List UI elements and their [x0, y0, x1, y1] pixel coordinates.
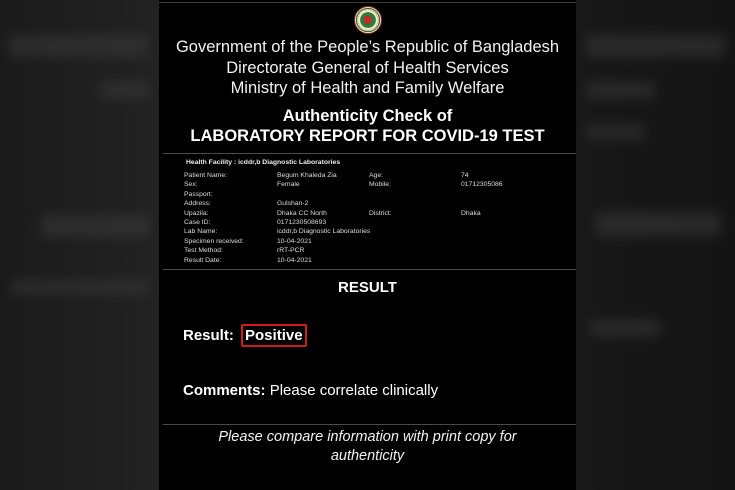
- mobile-label: Mobile:: [369, 181, 391, 189]
- blurred-background-text: [8, 35, 148, 57]
- result-heading: RESULT: [338, 279, 397, 296]
- blurred-background-text: [590, 320, 660, 336]
- blurred-background-text: [100, 82, 150, 98]
- ministry-name: Ministry of Health and Family Welfare: [230, 79, 505, 97]
- lab-name-value: icddr,b Diagnostic Laboratories: [277, 228, 371, 236]
- blurred-background-text: [585, 82, 655, 98]
- sex-value: Female: [277, 181, 300, 189]
- comments-value: Please correlate clinically: [269, 382, 439, 399]
- blurred-background-text: [40, 215, 150, 237]
- blurred-background-text: [10, 280, 150, 294]
- government-name: Government of the People’s Republic of Bangladesh: [175, 38, 560, 56]
- district-value: Dhaka: [461, 209, 481, 217]
- divider: [163, 153, 576, 154]
- government-seal-icon: [354, 6, 382, 34]
- address-value: Gulshan-2: [277, 200, 309, 208]
- district-label: District:: [369, 209, 392, 217]
- specimen-received-value: 10-04-2021: [277, 237, 312, 245]
- test-method-value: rRT-PCR: [277, 247, 305, 255]
- result-date-label: Result Date:: [184, 256, 222, 264]
- case-id-value: 0171230508693: [277, 218, 327, 226]
- result-value-highlight: Positive: [241, 324, 307, 347]
- age-label: Age:: [369, 172, 383, 179]
- mobile-value: 01712305086: [461, 181, 503, 189]
- passport-label: Passport:: [184, 190, 213, 198]
- case-id-label: Case ID:: [184, 218, 211, 226]
- top-divider: [159, 2, 576, 3]
- result-label: Result:: [183, 327, 234, 344]
- blurred-background-text: [585, 125, 645, 139]
- test-method-label: Test Method:: [184, 247, 223, 255]
- upazila-value: Dhaka CC North: [277, 209, 327, 217]
- issuing-authority: [159, 37, 576, 99]
- divider: [163, 424, 576, 425]
- upazila-label: Upazila:: [184, 209, 209, 217]
- report-sheet: [159, 0, 576, 490]
- age-value: 74: [461, 172, 469, 179]
- blurred-background-text: [585, 35, 725, 57]
- specimen-received-label: Specimen received:: [184, 237, 244, 245]
- page-title: [159, 106, 576, 146]
- directorate-name: Directorate General of Health Services: [226, 58, 509, 77]
- blurred-background-text: [595, 212, 720, 236]
- health-facility: Health Facility : icddr,b Diagnostic Laboratories: [186, 159, 341, 166]
- comments-line: [183, 382, 438, 399]
- patient-name-label: Patient Name:: [184, 172, 228, 179]
- address-label: Address:: [184, 200, 211, 208]
- comments-label: Comments:: [183, 382, 266, 399]
- result-date-value: 10-04-2021: [277, 256, 312, 264]
- patient-name-value: Begum Khaleda Zia: [277, 172, 337, 179]
- title-line-1: Authenticity Check of: [282, 107, 453, 125]
- title-line-2: LABORATORY REPORT FOR COVID-19 TEST: [190, 127, 545, 145]
- lab-name-label: Lab Name:: [184, 228, 218, 236]
- sex-label: Sex:: [184, 181, 198, 189]
- result-line: [183, 324, 307, 347]
- divider: [163, 269, 576, 270]
- footer-note: Please compare information with print copy for authenticity: [218, 429, 517, 464]
